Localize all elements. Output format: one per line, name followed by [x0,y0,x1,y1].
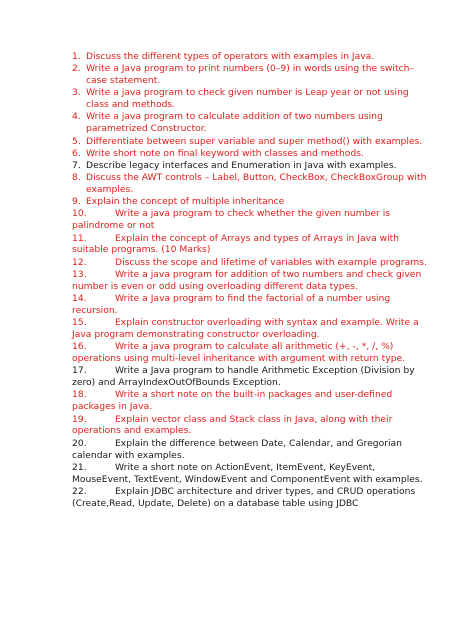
item-text: Write a java program to calculate addition of two numbers using parametrized Constructor. [86,111,383,135]
list-item [72,148,434,160]
item-number: 12. [72,256,87,268]
item-text: Write a Java program to find the factorial of a number using recursion. [72,292,391,316]
item-text: Write a java program for addition of two numbers and check given number is even or odd using overloading different data types. [72,268,422,292]
item-text: Explain constructor overloading with syntax and example. Write a Java program demonstrating constructor overloading. [72,317,419,340]
list-item [72,438,434,462]
item-text: Write a Java program to print numbers (0–9) in words using the switch–case statement. [86,63,415,87]
item-number: 13. [72,268,87,280]
item-number: 11. [72,232,87,244]
item-text: Write a java program to calculate all arithmetic (+, -, *, /, %) operations using multi-level inheritance with argument with return type. [72,341,406,365]
item-number: 18. [72,389,87,401]
item-text: Explain the concept of multiple inheritance [86,196,285,208]
list-item [72,63,434,87]
item-text: Write a java program to check whether the given number is palindrome or not [72,208,391,232]
item-number: 8. [72,172,81,184]
list-item [72,414,434,438]
item-text: Explain the difference between Date, Calendar, and Gregorian calendar with examples. [72,437,402,461]
item-text: Explain JDBC architecture and driver types, and CRUD operations (Create,Read, Update, Delete) on a database table using JDBC [72,485,416,509]
list-item [72,257,434,269]
list-item [72,51,434,63]
list-item [72,160,434,172]
list-item [72,208,434,232]
list-item [72,87,434,111]
item-text: Explain the concept of Arrays and types of Arrays in Java with suitable programs. (10 Marks) [72,232,400,256]
item-number: 5. [72,135,81,147]
item-text: Explain vector class and Stack class in Java, along with their operations and examples. [72,413,393,437]
list-item [72,317,434,341]
list-item [72,341,434,365]
item-number: 17. [72,365,87,377]
item-text: Describe legacy interfaces and Enumeration in Java with examples. [86,159,397,171]
item-number: 6. [72,147,81,159]
item-number: 14. [72,292,87,304]
item-number: 9. [72,196,81,208]
list-item [72,365,434,389]
list-item [72,136,434,148]
list-item [72,293,434,317]
item-text: Write a short note on the built-in packages and user-defined packages in Java. [72,389,393,413]
item-text: Discuss the different types of operators with examples in Java. [86,51,375,62]
list-item [72,269,434,293]
item-text: Discuss the scope and lifetime of variables with example programs. [115,256,427,268]
item-text: Differentiate between super variable and super method() with examples. [86,135,423,147]
list-item [72,111,434,135]
item-number: 22. [72,485,87,497]
list-item [72,486,434,510]
item-text: Write a Java program to handle Arithmetic Exception (Division by zero) and ArrayIndexOutOfBounds Exception. [72,365,415,389]
item-text: Write a java program to check given number is Leap year or not using class and methods. [86,87,409,111]
item-number: 10. [72,208,87,220]
item-number: 4. [72,111,81,123]
item-text: Write a short note on ActionEvent, ItemEvent, KeyEvent, MouseEvent, TextEvent, WindowEvent and ComponentEvent with examples. [72,461,423,485]
item-number: 3. [72,87,81,99]
item-number: 2. [72,63,81,75]
item-number: 1. [72,51,81,62]
list-item [72,233,434,257]
list-item [72,389,434,413]
list-item [72,462,434,486]
item-number: 16. [72,341,87,353]
item-text: Discuss the AWT controls – Label, Button, CheckBox, CheckBoxGroup with examples. [86,172,427,196]
item-text: Write short note on final keyword with classes and methods. [86,147,364,159]
question-list [72,51,434,510]
item-number: 19. [72,413,87,425]
list-item [72,172,434,196]
item-number: 7. [72,159,81,171]
list-item [72,196,434,208]
item-number: 21. [72,461,87,473]
item-number: 15. [72,317,87,329]
item-number: 20. [72,437,87,449]
